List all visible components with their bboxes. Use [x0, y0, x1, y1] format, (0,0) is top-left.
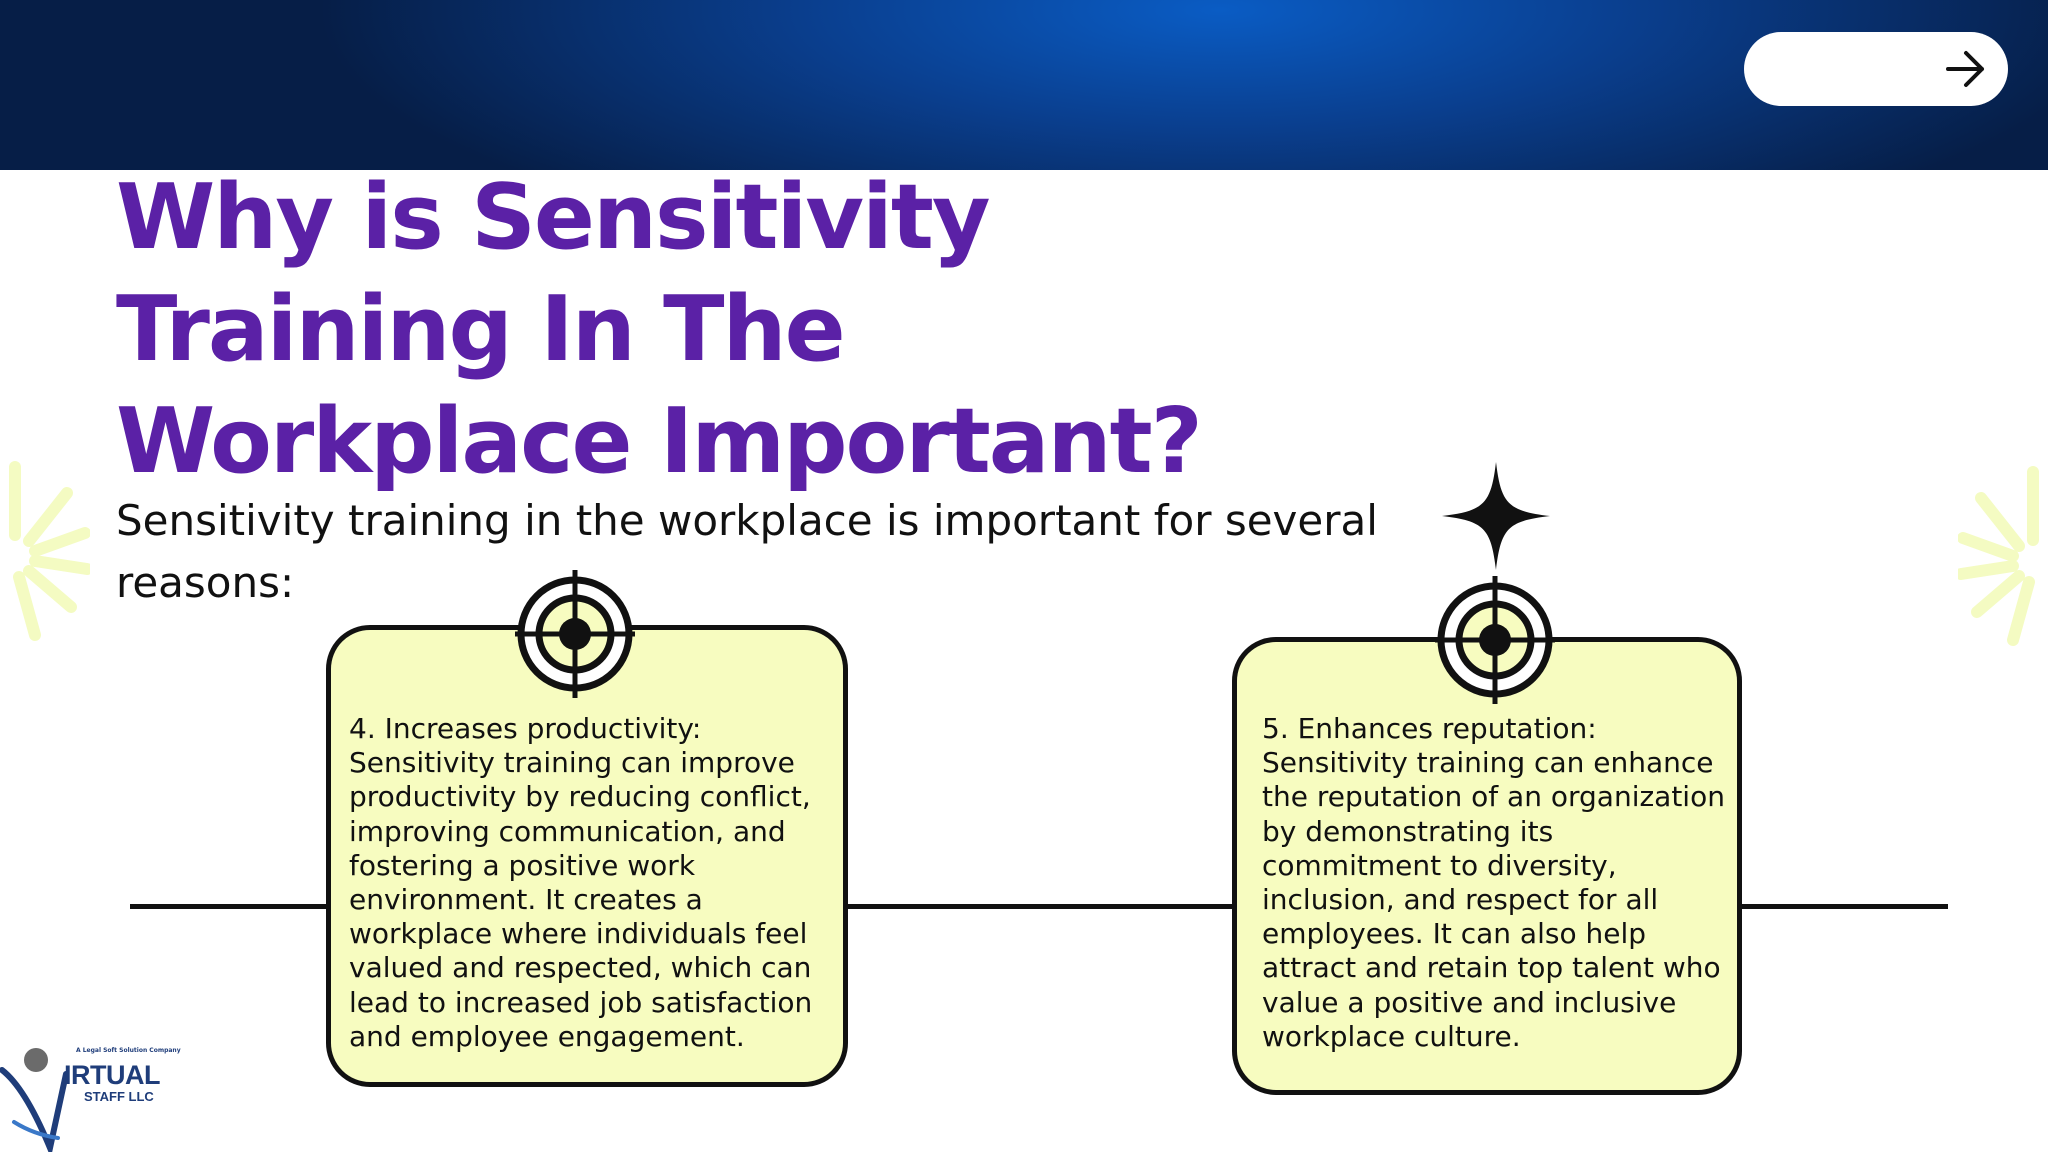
card-line: value a positive and inclusive — [1262, 985, 1677, 1019]
title-line: Training In The — [116, 277, 844, 382]
card-line: and employee engagement. — [349, 1019, 745, 1053]
logo-tagline: A Legal Soft Solution Company — [76, 1047, 181, 1054]
card-line: Sensitivity training can enhance — [1262, 746, 1714, 780]
card-line: inclusion, and respect for all — [1262, 883, 1659, 917]
intro-line: reasons: — [116, 558, 295, 607]
arrow-right-icon — [1944, 49, 1988, 89]
sunburst-decoration-right — [1958, 465, 2048, 659]
header-band — [0, 0, 2048, 170]
card-line: by demonstrating its — [1262, 814, 1554, 848]
title-line: Workplace Important? — [116, 389, 1201, 494]
slide-title — [116, 162, 1216, 498]
next-slide-button[interactable] — [1744, 32, 2008, 106]
card-line: productivity by reducing conflict, — [349, 780, 811, 814]
logo-subtitle: STAFF LLC — [84, 1089, 154, 1104]
title-line: Why is Sensitivity — [116, 165, 989, 270]
card-line: 5. Enhances reputation: — [1262, 712, 1597, 745]
target-icon — [1435, 575, 1555, 709]
card-line: commitment to diversity, — [1262, 848, 1617, 882]
card-line: workplace culture. — [1262, 1019, 1521, 1053]
card-line: valued and respected, which can — [349, 951, 812, 985]
four-point-star-icon — [1440, 460, 1552, 576]
card-line: environment. It creates a — [349, 883, 703, 917]
card-line: improving communication, and — [349, 814, 786, 848]
card-line: 4. Increases productivity: — [349, 712, 702, 745]
card-line: lead to increased job satisfaction — [349, 985, 813, 1019]
intro-line: Sensitivity training in the workplace is important for several — [116, 496, 1378, 545]
sunburst-decoration-left — [0, 460, 90, 654]
target-icon — [515, 569, 635, 703]
logo-name: IRTUAL — [64, 1060, 160, 1090]
company-logo — [0, 1044, 181, 1152]
card-text — [1262, 712, 1725, 1054]
card-line: Sensitivity training can improve — [349, 746, 795, 780]
card-line: workplace where individuals feel — [349, 917, 808, 951]
card-line: fostering a positive work — [349, 848, 696, 882]
card-line: employees. It can also help — [1262, 917, 1647, 951]
card-line: the reputation of an organization — [1262, 780, 1725, 814]
card-text — [349, 712, 812, 1054]
card-line: attract and retain top talent who — [1262, 951, 1721, 985]
intro-text — [116, 490, 1416, 614]
